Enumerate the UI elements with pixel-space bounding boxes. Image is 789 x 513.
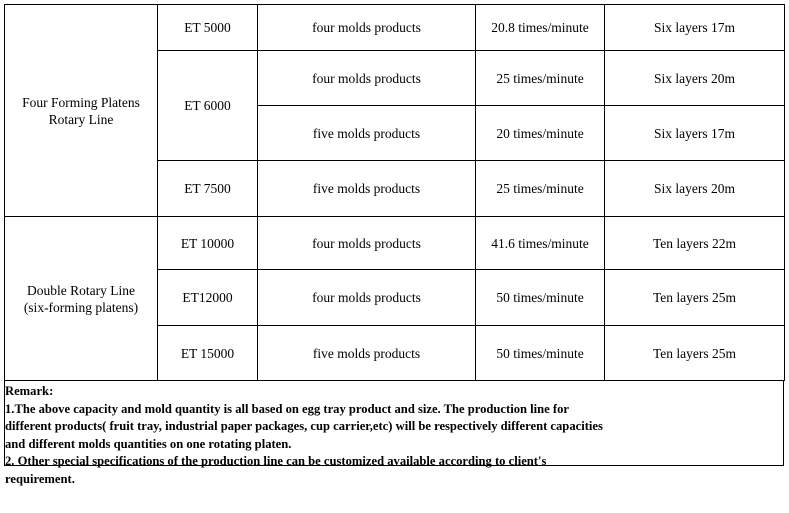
dryer-cell: Six layers 20m [605, 161, 785, 217]
model-cell: ET 7500 [158, 161, 258, 217]
model-cell: ET12000 [158, 270, 258, 326]
dryer-cell: Ten layers 25m [605, 270, 785, 326]
remark-text: requirement. [5, 471, 75, 486]
remark-text: and different molds quantities on one rotating platen. [5, 436, 292, 451]
remark-text: different products( fruit tray, industrial paper packages, cup carrier,etc) will be respectively different capacities [5, 419, 603, 433]
dryer-cell: Six layers 17m [605, 5, 785, 51]
spec-sheet [4, 4, 784, 508]
line-type-name: Four Forming Platens [22, 94, 140, 110]
line-type-name: Rotary Line [48, 111, 114, 127]
remark-text: 2. Other special specifications of the production line can be customized available according to client's [5, 454, 547, 468]
remark-box [4, 381, 784, 486]
model-cell: ET 6000 [158, 51, 258, 161]
molds-cell: four molds products [258, 270, 476, 326]
speed-cell: 20 times/minute [476, 106, 605, 161]
speed-cell: 41.6 times/minute [476, 217, 605, 270]
molds-cell: five molds products [258, 106, 476, 161]
line-type-name: Double Rotary Line [27, 282, 135, 298]
molds-cell: four molds products [258, 5, 476, 51]
remark-title: Remark: [5, 384, 54, 398]
speed-cell: 50 times/minute [476, 326, 605, 381]
speed-cell: 20.8 times/minute [476, 5, 605, 51]
production-line-table [4, 4, 785, 381]
model-cell: ET 5000 [158, 5, 258, 51]
line-type-name: (six-forming platens) [23, 299, 139, 315]
speed-cell: 50 times/minute [476, 270, 605, 326]
dryer-cell: Six layers 20m [605, 51, 785, 106]
model-cell: ET 15000 [158, 326, 258, 381]
molds-cell: four molds products [258, 51, 476, 106]
dryer-cell: Ten layers 25m [605, 326, 785, 381]
line-type-cell [5, 217, 158, 381]
speed-cell: 25 times/minute [476, 161, 605, 217]
model-cell: ET 10000 [158, 217, 258, 270]
table-row [5, 217, 785, 270]
molds-cell: five molds products [258, 161, 476, 217]
speed-cell: 25 times/minute [476, 51, 605, 106]
line-type-cell [5, 5, 158, 217]
molds-cell: four molds products [258, 217, 476, 270]
table-row [5, 5, 785, 51]
remark-text: 1.The above capacity and mold quantity is all based on egg tray product and size. The production line for [5, 401, 569, 416]
molds-cell: five molds products [258, 326, 476, 381]
dryer-cell: Six layers 17m [605, 106, 785, 161]
dryer-cell: Ten layers 22m [605, 217, 785, 270]
